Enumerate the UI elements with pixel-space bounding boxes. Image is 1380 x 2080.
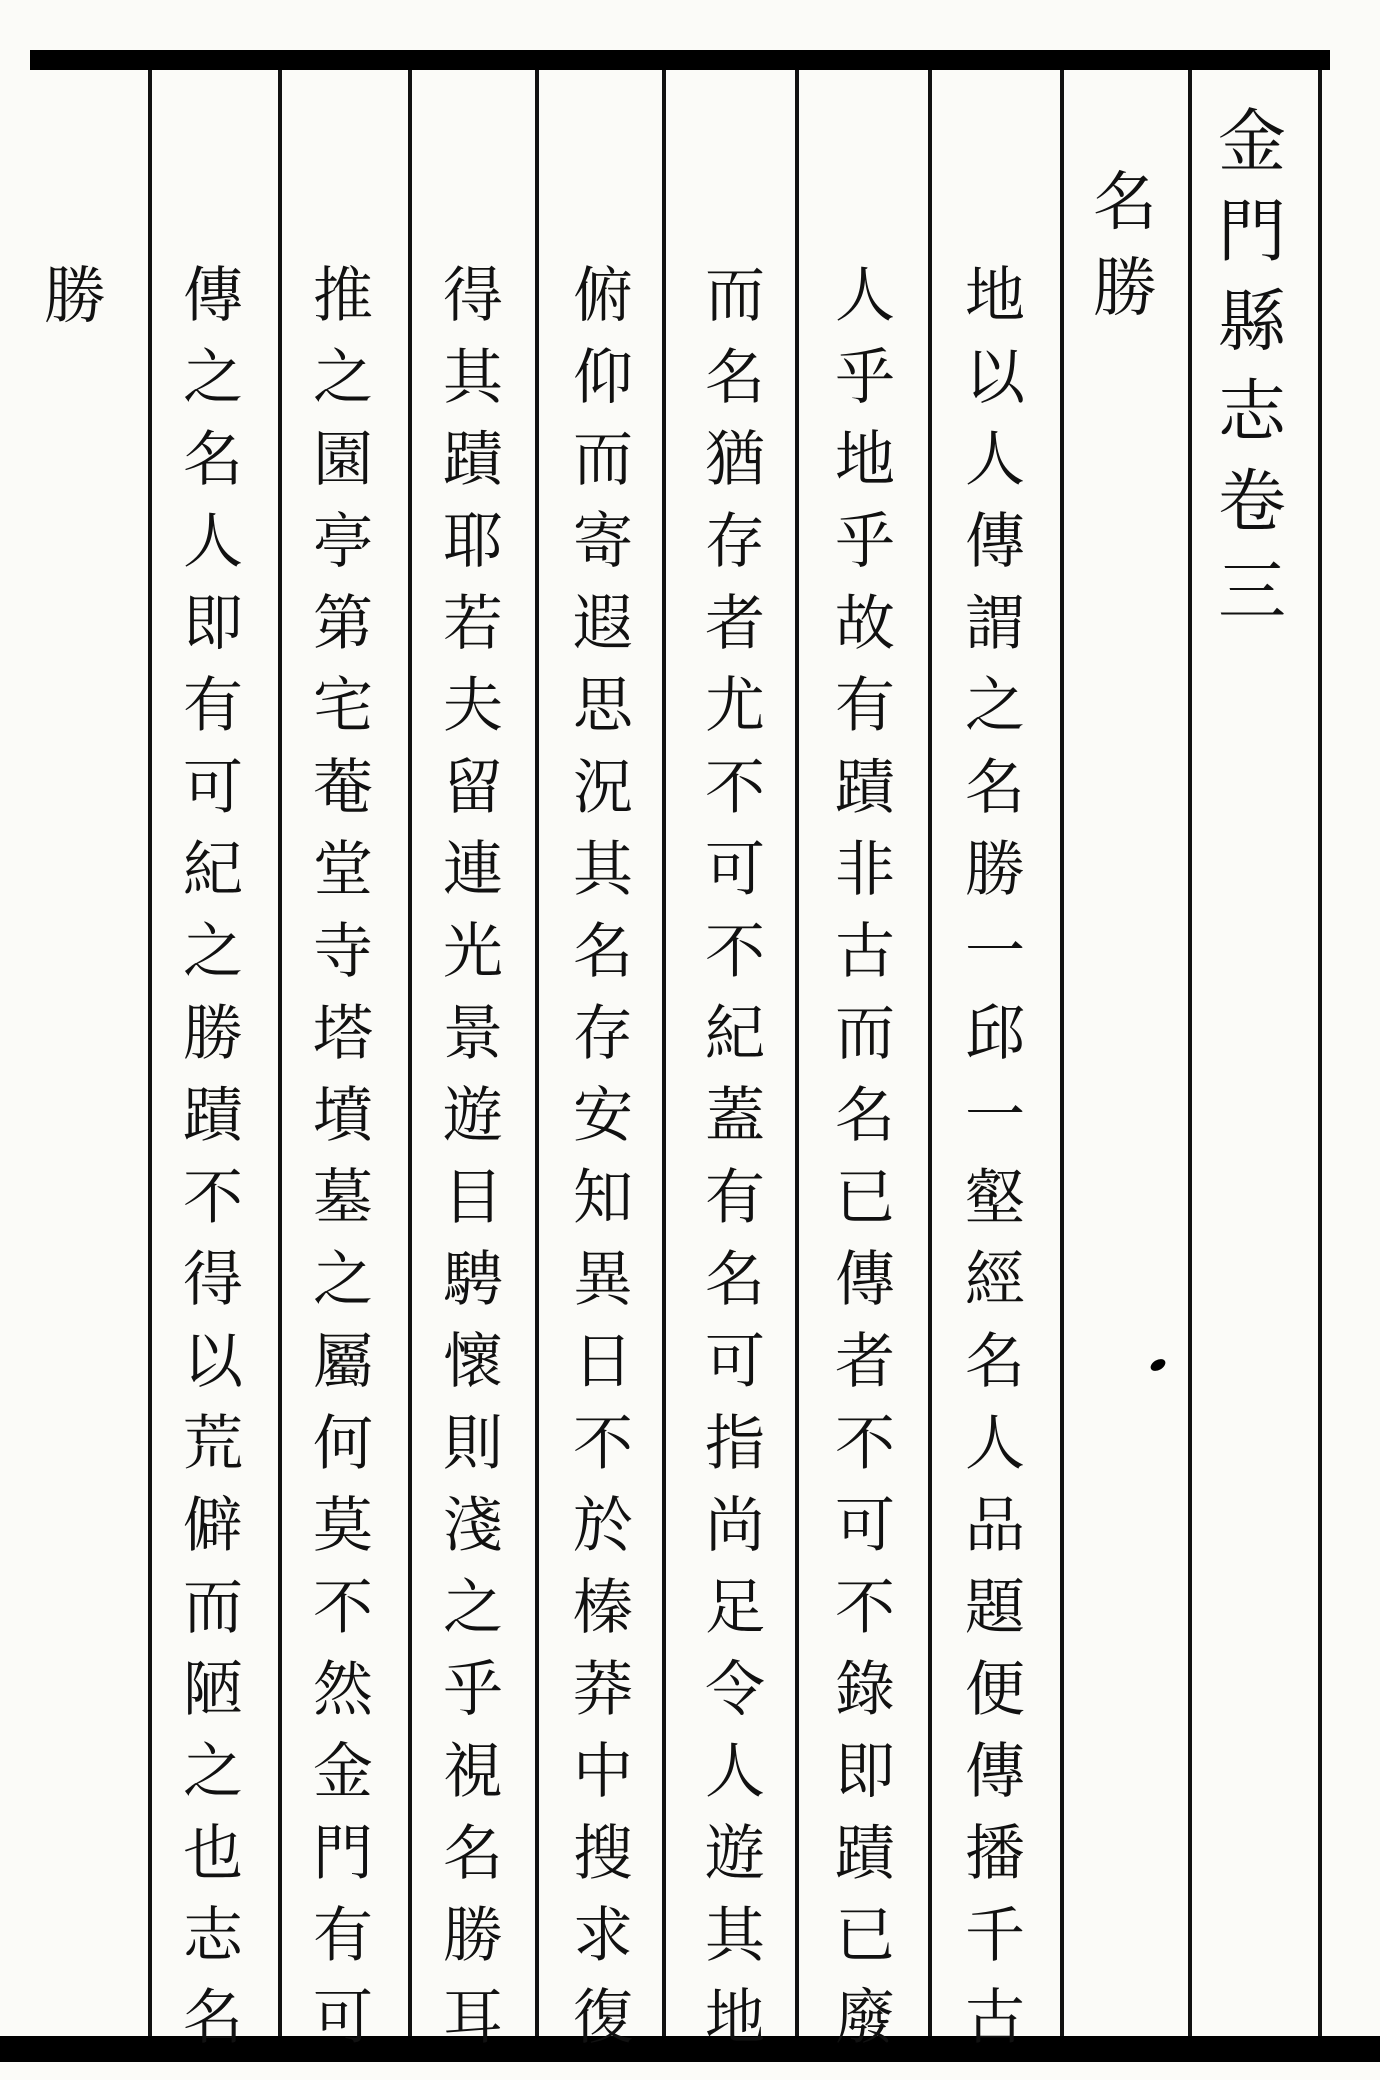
character: 即 xyxy=(835,1737,895,1807)
character: 名 xyxy=(1093,166,1157,240)
text-column-2 xyxy=(830,255,900,2059)
character: 名 xyxy=(183,425,243,495)
character: 之 xyxy=(313,343,373,413)
character: 傳 xyxy=(835,1245,895,1315)
column-divider xyxy=(408,70,412,2036)
column-divider xyxy=(928,70,932,2036)
character: 之 xyxy=(443,1573,503,1643)
character: 僻 xyxy=(183,1491,243,1561)
margin-note xyxy=(40,255,110,337)
character: 志 xyxy=(1217,373,1286,452)
character: 人 xyxy=(965,425,1025,495)
character: 之 xyxy=(183,1737,243,1807)
character: 況 xyxy=(573,753,633,823)
character: 得 xyxy=(183,1245,243,1315)
character: 異 xyxy=(573,1245,633,1315)
character: 於 xyxy=(573,1491,633,1561)
character: 墳 xyxy=(313,1081,373,1151)
section-heading xyxy=(1090,160,1160,332)
character: 品 xyxy=(965,1491,1025,1561)
character: 人 xyxy=(705,1737,765,1807)
character: 足 xyxy=(705,1573,765,1643)
character: 乎 xyxy=(835,343,895,413)
character: 蹟 xyxy=(443,425,503,495)
character: 可 xyxy=(705,1327,765,1397)
character: 留 xyxy=(443,753,503,823)
text-column-7 xyxy=(178,255,248,2059)
character: 傳 xyxy=(183,261,243,331)
character: 目 xyxy=(443,1163,503,1233)
character: 不 xyxy=(835,1409,895,1479)
character: 其 xyxy=(705,1901,765,1971)
character: 人 xyxy=(183,507,243,577)
character: 耶 xyxy=(443,507,503,577)
character: 其 xyxy=(573,835,633,905)
character: 傳 xyxy=(965,507,1025,577)
character: 錄 xyxy=(835,1655,895,1725)
column-divider xyxy=(1188,70,1192,2036)
character: 何 xyxy=(313,1409,373,1479)
character: 尤 xyxy=(705,671,765,741)
character: 中 xyxy=(573,1737,633,1807)
character: 搜 xyxy=(573,1819,633,1889)
character: 不 xyxy=(573,1409,633,1479)
text-column-5 xyxy=(438,255,508,2059)
character: 屬 xyxy=(313,1327,373,1397)
character: 景 xyxy=(443,999,503,1069)
character: 之 xyxy=(313,1245,373,1315)
character: 耳 xyxy=(443,1983,503,2053)
character: 不 xyxy=(183,1163,243,1233)
character: 金 xyxy=(1217,103,1286,182)
character: 菴 xyxy=(313,753,373,823)
character: 指 xyxy=(705,1409,765,1479)
character: 千 xyxy=(965,1901,1025,1971)
character: 紀 xyxy=(183,835,243,905)
character: 古 xyxy=(965,1983,1025,2053)
character: 則 xyxy=(443,1409,503,1479)
character: 播 xyxy=(965,1819,1025,1889)
character: 遐 xyxy=(573,589,633,659)
text-column-4 xyxy=(568,255,638,2059)
character: 謂 xyxy=(965,589,1025,659)
character: 有 xyxy=(313,1901,373,1971)
character: 即 xyxy=(183,589,243,659)
character: 不 xyxy=(835,1573,895,1643)
character: 亭 xyxy=(313,507,373,577)
character: 紀 xyxy=(705,999,765,1069)
character: 勝 xyxy=(965,835,1025,905)
character: 地 xyxy=(965,261,1025,331)
character: 存 xyxy=(705,507,765,577)
character: 寺 xyxy=(313,917,373,987)
character: 令 xyxy=(705,1655,765,1725)
character: 思 xyxy=(573,671,633,741)
character: 安 xyxy=(573,1081,633,1151)
character: 之 xyxy=(183,917,243,987)
character: 可 xyxy=(183,753,243,823)
character: 宅 xyxy=(313,671,373,741)
column-divider xyxy=(148,70,152,2036)
character: 人 xyxy=(835,261,895,331)
character: 勝 xyxy=(1093,252,1157,326)
top-border xyxy=(30,50,1330,70)
character: 荒 xyxy=(183,1409,243,1479)
character: 不 xyxy=(705,753,765,823)
character: 復 xyxy=(573,1983,633,2053)
character: 日 xyxy=(573,1327,633,1397)
character: 塔 xyxy=(313,999,373,1069)
character: 蹟 xyxy=(835,1819,895,1889)
character: 淺 xyxy=(443,1491,503,1561)
character: 夫 xyxy=(443,671,503,741)
character: 乎 xyxy=(443,1655,503,1725)
character: 金 xyxy=(313,1737,373,1807)
character: 名 xyxy=(965,753,1025,823)
character: 題 xyxy=(965,1573,1025,1643)
character: 蹟 xyxy=(835,753,895,823)
character: 名 xyxy=(183,1983,243,2053)
character: 地 xyxy=(835,425,895,495)
character: 榛 xyxy=(573,1573,633,1643)
character: 故 xyxy=(835,589,895,659)
character: 俯 xyxy=(573,261,633,331)
character: 一 xyxy=(965,917,1025,987)
character: 視 xyxy=(443,1737,503,1807)
column-divider xyxy=(1318,70,1322,2036)
character: 名 xyxy=(443,1819,503,1889)
column-divider xyxy=(662,70,666,2036)
character: 三 xyxy=(1217,553,1286,632)
character: 之 xyxy=(183,343,243,413)
character: 可 xyxy=(835,1491,895,1561)
character: 猶 xyxy=(705,425,765,495)
character: 而 xyxy=(705,261,765,331)
character: 遊 xyxy=(705,1819,765,1889)
character: 縣 xyxy=(1217,283,1286,362)
character: 而 xyxy=(573,425,633,495)
text-column-1 xyxy=(960,255,1030,2059)
character: 連 xyxy=(443,835,503,905)
character: 而 xyxy=(835,999,895,1069)
column-divider xyxy=(795,70,799,2036)
character: 以 xyxy=(183,1327,243,1397)
character: 門 xyxy=(313,1819,373,1889)
volume-title xyxy=(1217,98,1287,638)
character: 名 xyxy=(835,1081,895,1151)
character: 推 xyxy=(313,261,373,331)
character: 壑 xyxy=(965,1163,1025,1233)
character: 古 xyxy=(835,917,895,987)
character: 也 xyxy=(183,1819,243,1889)
character: 不 xyxy=(313,1573,373,1643)
character: 若 xyxy=(443,589,503,659)
column-divider xyxy=(1060,70,1064,2036)
character: 勝 xyxy=(443,1901,503,1971)
character: 之 xyxy=(965,671,1025,741)
character: 蓋 xyxy=(705,1081,765,1151)
character: 有 xyxy=(835,671,895,741)
character: 勝 xyxy=(43,259,106,332)
character: 傳 xyxy=(965,1737,1025,1807)
character: 遊 xyxy=(443,1081,503,1151)
character: 園 xyxy=(313,425,373,495)
character: 名 xyxy=(705,1245,765,1315)
character: 一 xyxy=(965,1081,1025,1151)
character: 可 xyxy=(705,835,765,905)
character: 有 xyxy=(183,671,243,741)
character: 陋 xyxy=(183,1655,243,1725)
character: 已 xyxy=(835,1163,895,1233)
column-divider xyxy=(535,70,539,2036)
character: 懷 xyxy=(443,1327,503,1397)
character: 勝 xyxy=(183,999,243,1069)
character: 仰 xyxy=(573,343,633,413)
character: 存 xyxy=(573,999,633,1069)
character: 名 xyxy=(573,917,633,987)
character: 堂 xyxy=(313,835,373,905)
character: 廢 xyxy=(835,1983,895,2053)
character: 寄 xyxy=(573,507,633,577)
character: 者 xyxy=(835,1327,895,1397)
character: 第 xyxy=(313,589,373,659)
character: 人 xyxy=(965,1409,1025,1479)
character: 有 xyxy=(705,1163,765,1233)
ink-speck xyxy=(1149,1357,1168,1374)
character: 不 xyxy=(705,917,765,987)
character: 非 xyxy=(835,835,895,905)
character: 騁 xyxy=(443,1245,503,1315)
character: 志 xyxy=(183,1901,243,1971)
character: 莽 xyxy=(573,1655,633,1725)
character: 墓 xyxy=(313,1163,373,1233)
character: 其 xyxy=(443,343,503,413)
character: 然 xyxy=(313,1655,373,1725)
character: 名 xyxy=(705,343,765,413)
character: 而 xyxy=(183,1573,243,1643)
character: 求 xyxy=(573,1901,633,1971)
character: 得 xyxy=(443,261,503,331)
character: 名 xyxy=(965,1327,1025,1397)
text-column-3 xyxy=(700,255,770,2059)
column-divider xyxy=(278,70,282,2036)
character: 知 xyxy=(573,1163,633,1233)
character: 邱 xyxy=(965,999,1025,1069)
character: 地 xyxy=(705,1983,765,2053)
character: 便 xyxy=(965,1655,1025,1725)
character: 尚 xyxy=(705,1491,765,1561)
character: 經 xyxy=(965,1245,1025,1315)
character: 可 xyxy=(313,1983,373,2053)
character: 已 xyxy=(835,1901,895,1971)
character: 門 xyxy=(1217,193,1286,272)
character: 以 xyxy=(965,343,1025,413)
text-column-6 xyxy=(308,255,378,2059)
character: 者 xyxy=(705,589,765,659)
character: 蹟 xyxy=(183,1081,243,1151)
character: 光 xyxy=(443,917,503,987)
character: 莫 xyxy=(313,1491,373,1561)
character: 卷 xyxy=(1217,463,1286,542)
character: 乎 xyxy=(835,507,895,577)
